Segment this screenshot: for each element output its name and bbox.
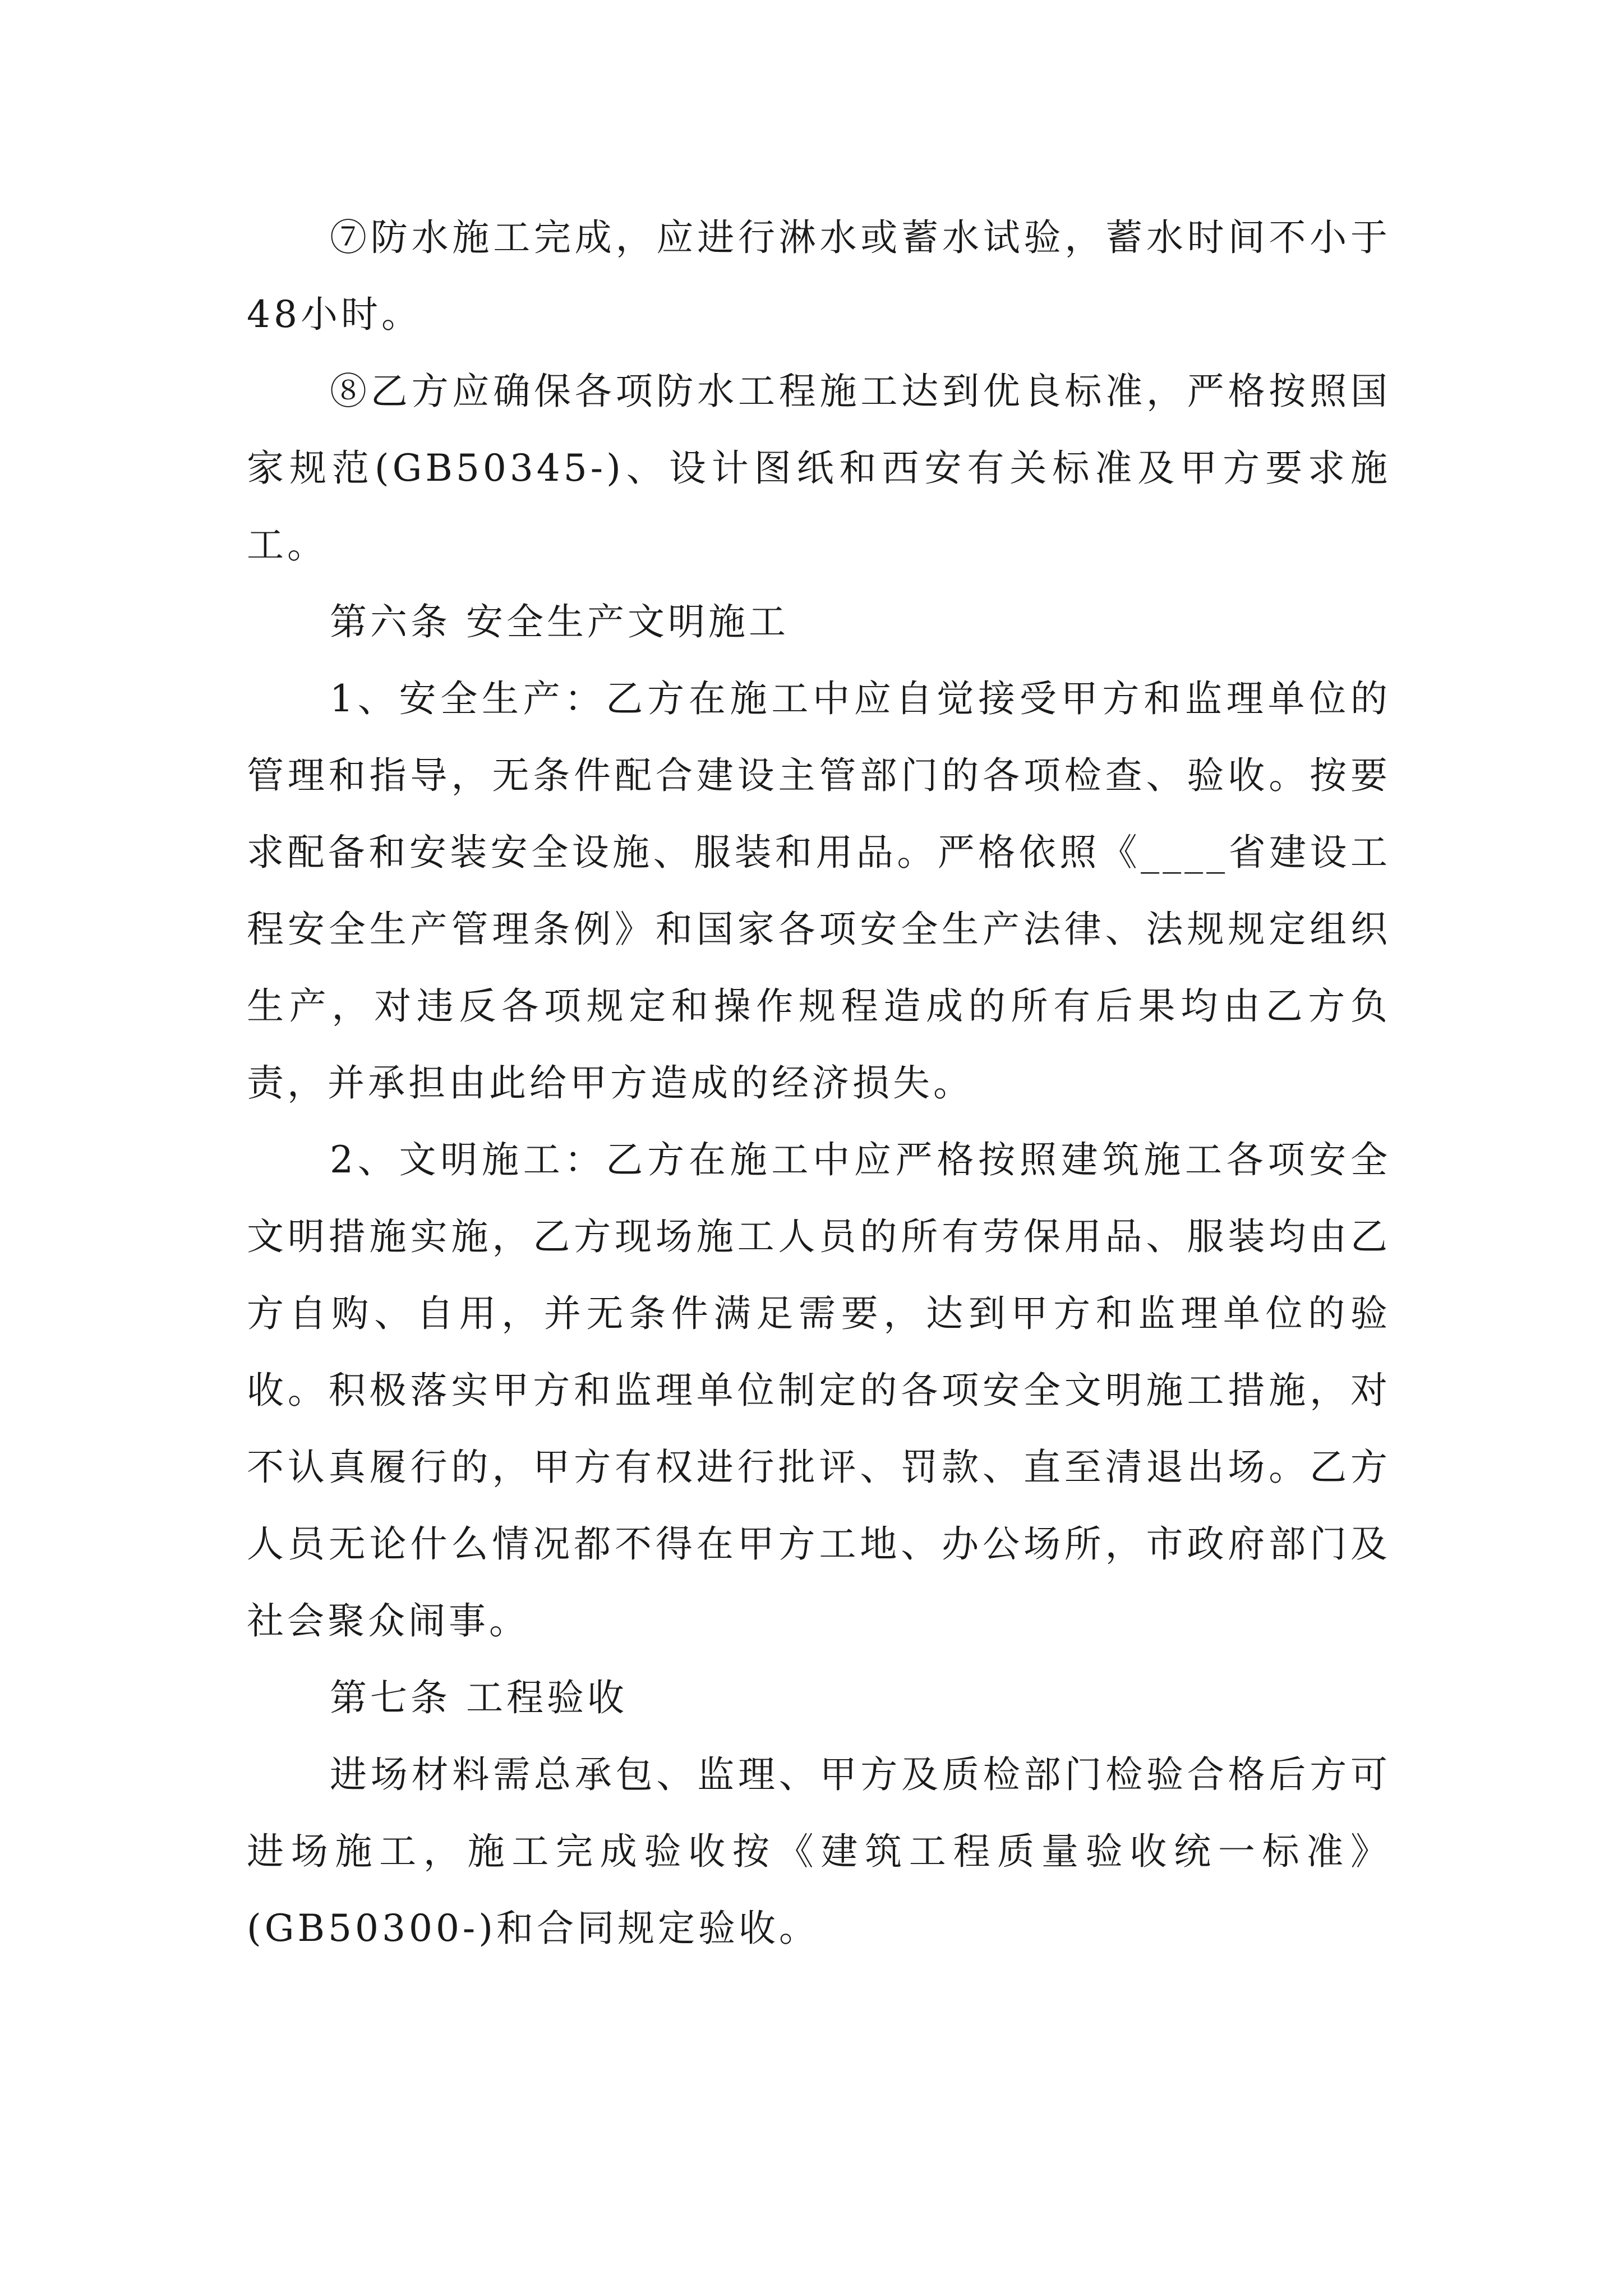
paragraph-civilized-construction: 2、文明施工：乙方在施工中应严格按照建筑施工各项安全文明措施实施，乙方现场施工人员的所有劳保用品、服装均由乙方自购、自用，并无条件满足需要，达到甲方和监理单位的验收。积极落实甲方和监理单位制定的各项安全文明施工措施，对不认真履行的，甲方有权进行批评、罚款、直至清退出场。乙方人员无论什么情况都不得在甲方工地、办公场所，市政府部门及社会聚众闹事。 — [247, 1138, 1391, 1642]
section-heading-article-7: 第七条 工程验收 — [330, 1676, 628, 1719]
paragraph-waterproof-test: ⑦防水施工完成，应进行淋水或蓄水试验，蓄水时间不小于48小时。 — [247, 216, 1391, 336]
section-heading-article-6: 第六条 安全生产文明施工 — [330, 600, 789, 643]
document-body — [247, 199, 1391, 1967]
paragraph-waterproof-standard: ⑧乙方应确保各项防水工程施工达到优良标准，严格按照国家规范(GB50345-)、设计图纸和西安有关标准及甲方要求施工。 — [247, 370, 1391, 567]
paragraph-safety-production: 1、安全生产：乙方在施工中应自觉接受甲方和监理单位的管理和指导，无条件配合建设主管部门的各项检查、验收。按要求配备和安装安全设施、服装和用品。严格依照《____省建设工程安全生产管理条例》和国家各项安全生产法律、法规规定组织生产，对违反各项规定和操作规程造成的所有后果均由乙方负责，并承担由此给甲方造成的经济损失。 — [247, 677, 1391, 1105]
paragraph-acceptance: 进场材料需总承包、监理、甲方及质检部门检验合格后方可进场施工，施工完成验收按《建筑工程质量验收统一标准》(GB50300-)和合同规定验收。 — [247, 1753, 1391, 1950]
